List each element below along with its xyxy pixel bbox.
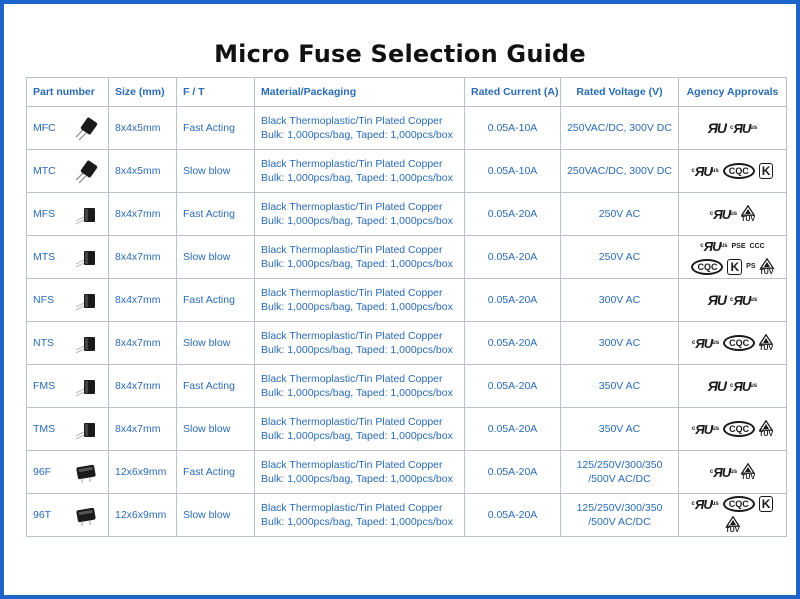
col-size: Size (mm) (109, 78, 177, 107)
cell-agency-approvals (679, 236, 787, 279)
cur-us-text: us (711, 501, 719, 507)
c-ur-us-mark-icon (692, 164, 719, 179)
cur-us-text: us (750, 125, 758, 131)
cell-part-number (27, 150, 109, 193)
cell-part-number (27, 494, 109, 537)
tuv-mark-icon (759, 334, 773, 352)
cqc-mark-icon: CQC (691, 259, 723, 275)
cell-ft: Fast Acting (177, 451, 255, 494)
part-number-text: MTC (33, 165, 56, 177)
table-row (27, 322, 787, 365)
part-number-text: MFC (33, 122, 56, 134)
col-ft: F / T (177, 78, 255, 107)
block-fuse-icon (70, 199, 100, 229)
cell-rated-current: 0.05A-20A (465, 193, 561, 236)
tuv-text: TÜV (759, 345, 774, 352)
part-number-text: NTS (33, 337, 54, 349)
approval-marks (685, 292, 780, 308)
packaging-line: Bulk: 1,000pcs/bag, Taped: 1,000pcs/box (261, 473, 453, 485)
c-ur-us-mark-icon (710, 207, 737, 222)
material-line: Black Thermoplastic/Tin Plated Copper (261, 201, 443, 213)
packaging-line: Bulk: 1,000pcs/bag, Taped: 1,000pcs/box (261, 387, 453, 399)
cur-c-text: c (709, 469, 714, 475)
kc-mark-icon: K (759, 163, 774, 179)
square-fuse-icon (70, 500, 100, 530)
c-ur-us-mark-icon (692, 336, 719, 351)
cell-rated-voltage: 350V AC (561, 408, 679, 451)
cur-mid-text: ЯU (694, 163, 712, 179)
cur-mid-text: ЯU (733, 292, 751, 308)
cell-ft: Slow blow (177, 150, 255, 193)
cell-rated-current: 0.05A-20A (465, 408, 561, 451)
material-line: Black Thermoplastic/Tin Plated Copper (261, 287, 443, 299)
cur-c-text: c (730, 125, 734, 131)
cell-rated-voltage: 300V AC (561, 322, 679, 365)
packaging-line: Bulk: 1,000pcs/bag, Taped: 1,000pcs/box (261, 516, 453, 528)
cur-c-text: c (691, 168, 695, 174)
cell-material (255, 408, 465, 451)
cell-agency-approvals (679, 279, 787, 322)
cqc-mark-icon: CQC (723, 163, 755, 179)
cell-rated-current: 0.05A-20A (465, 494, 561, 537)
page-title: Micro Fuse Selection Guide (214, 40, 586, 68)
cur-c-text: c (691, 340, 696, 346)
cell-size: 8x4x7mm (109, 279, 177, 322)
kc-mark-icon: K (727, 259, 742, 275)
table-row (27, 494, 787, 537)
tuv-mark-icon (741, 463, 755, 481)
block-fuse-icon (70, 328, 100, 358)
c-ur-us-mark-icon (730, 293, 757, 308)
cell-size: 12x6x9mm (109, 494, 177, 537)
part-number-text: MFS (33, 208, 56, 220)
cell-agency-approvals (679, 451, 787, 494)
cell-part-number (27, 365, 109, 408)
cur-us-text: us (750, 297, 758, 303)
cell-agency-approvals (679, 107, 787, 150)
cell-size: 8x4x7mm (109, 408, 177, 451)
part-number-text: NFS (33, 294, 54, 306)
cur-us-text: us (712, 340, 720, 346)
block-fuse-icon (70, 285, 100, 315)
cqc-mark-icon: CQC (723, 496, 755, 512)
table-row (27, 408, 787, 451)
cur-us-text: us (730, 469, 738, 475)
cell-part-number (27, 451, 109, 494)
approval-marks (685, 496, 780, 534)
tuv-text: TÜV (741, 216, 756, 223)
cell-ft: Fast Acting (177, 107, 255, 150)
part-number-text: MTS (33, 251, 56, 263)
material-line: Black Thermoplastic/Tin Plated Copper (261, 502, 443, 514)
cell-rated-current: 0.05A-20A (465, 236, 561, 279)
cell-material (255, 193, 465, 236)
cell-rated-voltage: 125/250V/300/350 /500V AC/DC (561, 494, 679, 537)
approval-marks (685, 463, 780, 481)
tuv-mark-icon (726, 516, 740, 534)
cell-rated-current: 0.05A-20A (465, 451, 561, 494)
c-ur-us-mark-icon (692, 422, 719, 437)
cell-part-number (27, 107, 109, 150)
cur-us-text: us (712, 426, 720, 432)
material-line: Black Thermoplastic/Tin Plated Copper (261, 373, 443, 385)
cur-c-text: c (691, 501, 695, 507)
cell-rated-current: 0.05A-20A (465, 322, 561, 365)
ur-mark-icon: ЯU (707, 378, 727, 394)
approval-marks (685, 420, 780, 438)
cell-material (255, 150, 465, 193)
selection-table (26, 77, 787, 537)
tuv-mark-icon (759, 420, 773, 438)
cur-c-text: c (730, 383, 734, 389)
c-ur-us-mark-icon (692, 497, 719, 512)
cell-material (255, 279, 465, 322)
tuv-text: TÜV (759, 431, 774, 438)
cqc-mark-icon: CQC (723, 421, 755, 437)
material-line: Black Thermoplastic/Tin Plated Copper (261, 158, 443, 170)
ur-mark-icon: ЯU (707, 292, 727, 308)
cur-us-text: us (720, 243, 728, 249)
cell-rated-voltage: 250VAC/DC, 300V DC (561, 107, 679, 150)
packaging-line: Bulk: 1,000pcs/bag, Taped: 1,000pcs/box (261, 430, 453, 442)
cur-mid-text: ЯU (695, 421, 713, 437)
table-row (27, 193, 787, 236)
cur-mid-text: ЯU (733, 120, 751, 136)
cur-us-text: us (750, 383, 758, 389)
cell-part-number (27, 193, 109, 236)
c-ur-us-mark-icon (730, 121, 757, 136)
cell-part-number (27, 279, 109, 322)
cur-mid-text: ЯU (695, 335, 713, 351)
cell-size: 8x4x5mm (109, 150, 177, 193)
packaging-line: Bulk: 1,000pcs/bag, Taped: 1,000pcs/box (261, 129, 453, 141)
cell-rated-voltage: 250V AC (561, 236, 679, 279)
part-number-text: 96T (33, 509, 52, 521)
cur-mid-text: ЯU (713, 206, 731, 222)
packaging-line: Bulk: 1,000pcs/bag, Taped: 1,000pcs/box (261, 258, 453, 270)
radial-lead-fuse-icon (70, 156, 100, 186)
cur-c-text: c (709, 211, 714, 217)
part-number-text: FMS (33, 380, 56, 392)
kc-mark-icon: K (759, 496, 774, 512)
cur-us-text: us (730, 211, 738, 217)
col-part-number: Part number (27, 78, 109, 107)
cell-rated-current: 0.05A-10A (465, 150, 561, 193)
cell-material (255, 322, 465, 365)
table-header-row (27, 78, 787, 107)
cur-c-text: c (730, 297, 734, 303)
packaging-line: Bulk: 1,000pcs/bag, Taped: 1,000pcs/box (261, 172, 453, 184)
cell-rated-voltage: 250VAC/DC, 300V DC (561, 150, 679, 193)
cell-ft: Slow blow (177, 322, 255, 365)
cell-size: 8x4x7mm (109, 322, 177, 365)
cell-part-number (27, 408, 109, 451)
approval-marks (685, 120, 780, 136)
material-line: Black Thermoplastic/Tin Plated Copper (261, 459, 443, 471)
tuv-text: TÜV (741, 474, 756, 481)
c-ur-us-mark-icon (710, 465, 737, 480)
cur-mid-text: ЯU (694, 496, 712, 512)
approval-marks (685, 239, 780, 276)
cur-mid-text: ЯU (703, 238, 721, 254)
cur-c-text: c (700, 243, 704, 249)
ccc-mark-icon: CCC (749, 242, 765, 250)
block-fuse-icon (70, 414, 100, 444)
ur-mark-icon: ЯU (707, 120, 727, 136)
cell-rated-current: 0.05A-20A (465, 365, 561, 408)
approval-marks (685, 378, 780, 394)
cell-rated-voltage: 300V AC (561, 279, 679, 322)
packaging-line: Bulk: 1,000pcs/bag, Taped: 1,000pcs/box (261, 215, 453, 227)
packaging-line: Bulk: 1,000pcs/bag, Taped: 1,000pcs/box (261, 301, 453, 313)
tuv-mark-icon (741, 205, 755, 223)
tuv-text: TÜV (759, 268, 774, 276)
table-row (27, 365, 787, 408)
approval-marks (685, 163, 780, 179)
cell-size: 8x4x7mm (109, 365, 177, 408)
cell-ft: Slow blow (177, 236, 255, 279)
col-rated-current: Rated Current (A) (465, 78, 561, 107)
cur-mid-text: ЯU (733, 378, 751, 394)
material-line: Black Thermoplastic/Tin Plated Copper (261, 244, 443, 256)
cell-agency-approvals (679, 150, 787, 193)
cell-size: 8x4x7mm (109, 236, 177, 279)
table-row (27, 451, 787, 494)
part-number-text: 96F (33, 466, 52, 478)
table-row (27, 107, 787, 150)
cell-rated-current: 0.05A-20A (465, 279, 561, 322)
cell-ft: Fast Acting (177, 365, 255, 408)
cell-ft: Fast Acting (177, 279, 255, 322)
col-rated-voltage: Rated Voltage (V) (561, 78, 679, 107)
approval-marks (685, 334, 780, 352)
cell-agency-approvals (679, 322, 787, 365)
cell-part-number (27, 236, 109, 279)
cell-agency-approvals (679, 193, 787, 236)
cell-ft: Slow blow (177, 408, 255, 451)
col-material: Material/Packaging (255, 78, 465, 107)
cell-size: 12x6x9mm (109, 451, 177, 494)
part-number-text: TMS (33, 423, 56, 435)
cell-material (255, 107, 465, 150)
tuv-mark-icon (760, 258, 774, 276)
radial-lead-fuse-icon (70, 113, 100, 143)
material-line: Black Thermoplastic/Tin Plated Copper (261, 330, 443, 342)
cell-material (255, 451, 465, 494)
cqc-mark-icon: CQC (723, 335, 755, 351)
cell-material (255, 494, 465, 537)
block-fuse-icon (70, 371, 100, 401)
table-row (27, 150, 787, 193)
c-ur-us-mark-icon (700, 239, 727, 254)
material-line: Black Thermoplastic/Tin Plated Copper (261, 416, 443, 428)
cell-material (255, 365, 465, 408)
cell-agency-approvals (679, 408, 787, 451)
cell-part-number (27, 322, 109, 365)
cell-agency-approvals (679, 365, 787, 408)
packaging-line: Bulk: 1,000pcs/bag, Taped: 1,000pcs/box (261, 344, 453, 356)
cell-agency-approvals (679, 494, 787, 537)
cell-ft: Fast Acting (177, 193, 255, 236)
cell-rated-voltage: 250V AC (561, 193, 679, 236)
cur-c-text: c (691, 426, 696, 432)
cur-us-text: us (711, 168, 719, 174)
cell-rated-voltage: 350V AC (561, 365, 679, 408)
square-fuse-icon (70, 457, 100, 487)
ps-mark-icon: PS (746, 263, 756, 270)
pse-mark-icon: PSE (731, 242, 746, 250)
approval-marks (685, 205, 780, 223)
cell-rated-current: 0.05A-10A (465, 107, 561, 150)
table-row (27, 236, 787, 279)
cell-size: 8x4x5mm (109, 107, 177, 150)
block-fuse-icon (70, 242, 100, 272)
tuv-text: TÜV (725, 527, 740, 534)
col-agency-approvals: Agency Approvals (679, 78, 787, 107)
cell-material (255, 236, 465, 279)
cur-mid-text: ЯU (713, 464, 731, 480)
material-line: Black Thermoplastic/Tin Plated Copper (261, 115, 443, 127)
cell-ft: Slow blow (177, 494, 255, 537)
c-ur-us-mark-icon (730, 379, 757, 394)
cell-size: 8x4x7mm (109, 193, 177, 236)
cell-rated-voltage: 125/250V/300/350 /500V AC/DC (561, 451, 679, 494)
table-row (27, 279, 787, 322)
